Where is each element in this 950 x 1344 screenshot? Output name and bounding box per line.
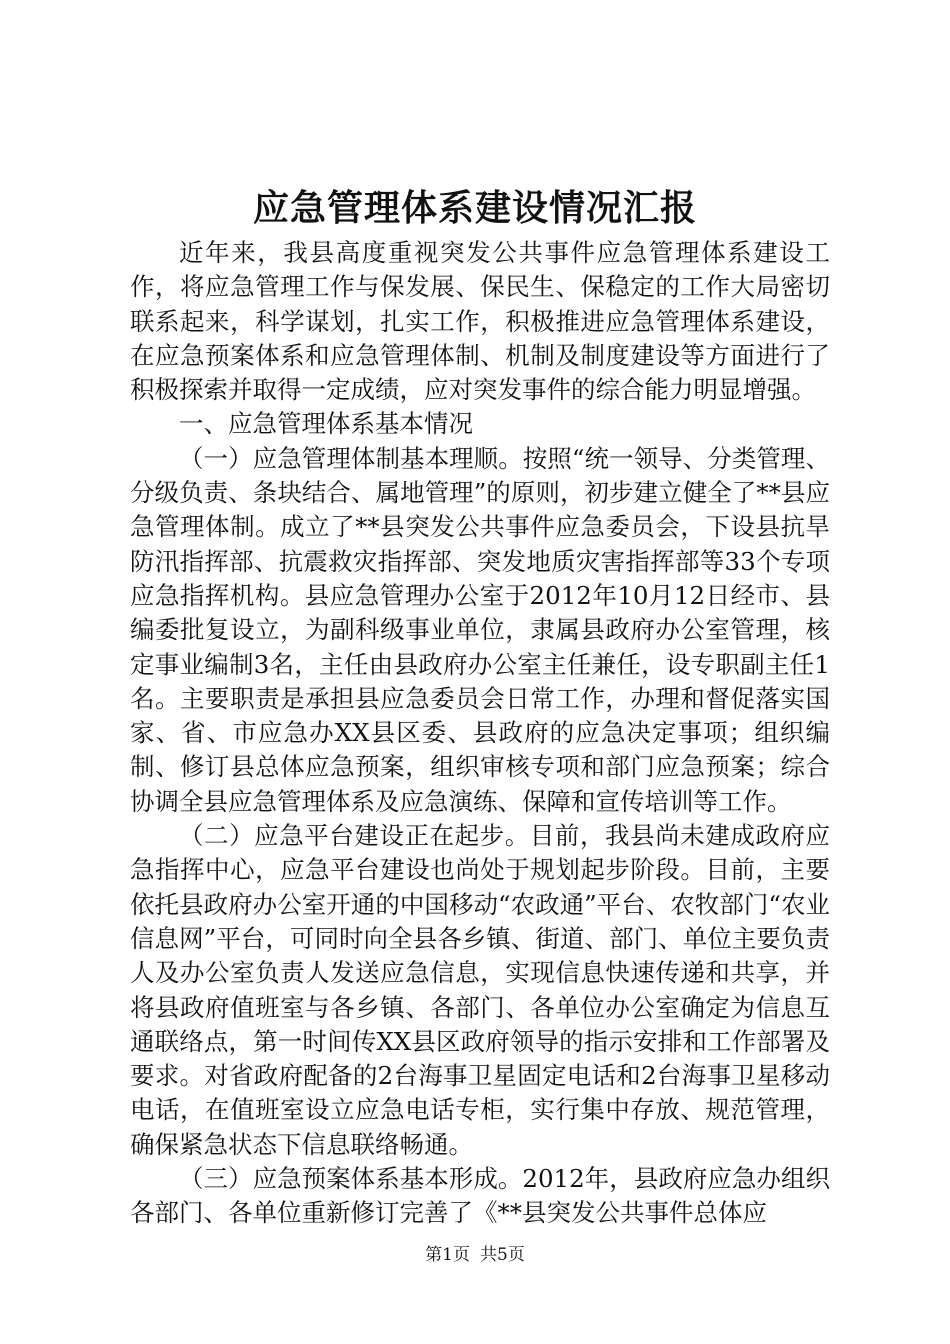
subsection-1-paragraph: （一）应急管理体制基本理顺。按照“统一领导、分类管理、分级负责、条块结合、属地管理”的原则，初步建立健全了**县应急管理体制。成立了**县突发公共事件应急委员会，下设县抗旱防汛指挥部、抗震救灾指挥部、突发地质灾害指挥部等33个专项应急指挥机构。县应急管理办公室于2012年10月12日经市、县编委批复设立，为副科级事业单位，隶属县政府办公室管理，核定事业编制3名，主任由县政府办公室主任兼任，设专职副主任1名。主要职责是承担县应急委员会日常工作，办理和督促落实国家、省、市应急办XX县区委、县政府的应急决定事项；组织编制、修订县总体应急预案，组织审核专项和部门应急预案；综合协调全县应急管理体系及应急演练、保障和宣传培训等工作。 [130, 443, 830, 816]
document-body [130, 236, 830, 1231]
page-footer [0, 1243, 950, 1267]
page-number: 第1页 [425, 1245, 470, 1265]
intro-paragraph: 近年来，我县高度重视突发公共事件应急管理体系建设工作，将应急管理工作与保发展、保民生、保稳定的工作大局密切联系起来，科学谋划，扎实工作，积极推进应急管理体系建设，在应急预案体系和应急管理体制、机制及制度建设等方面进行了积极探索并取得一定成绩，应对突发事件的综合能力明显增强。 [130, 238, 830, 405]
page-total: 共5页 [480, 1245, 525, 1265]
subsection-2-paragraph: （二）应急平台建设正在起步。目前，我县尚未建成政府应急指挥中心，应急平台建设也尚处于规划起步阶段。目前，主要依托县政府办公室开通的中国移动“农政通”平台、农牧部门“农业信息网”平台，可同时向全县各乡镇、街道、部门、单位主要负责人及办公室负责人发送应急信息，实现信息快速传递和共享，并将县政府值班室与各乡镇、各部门、各单位办公室确定为信息互通联络点，第一时间传XX县区政府领导的指示安排和工作部署及要求。对省政府配备的2台海事卫星固定电话和2台海事卫星移动电话，在值班室设立应急电话专柜，实行集中存放、规范管理，确保紧急状态下信息联络畅通。 [130, 821, 830, 1159]
document-title: 应急管理体系建设情况汇报 [252, 187, 697, 229]
subsection-3-paragraph: （三）应急预案体系基本形成。2012年，县政府应急办组织各部门、各单位重新修订完善了《**县突发公共事件总体应 [130, 1164, 830, 1228]
section-heading: 一、应急管理体系基本情况 [179, 409, 473, 439]
